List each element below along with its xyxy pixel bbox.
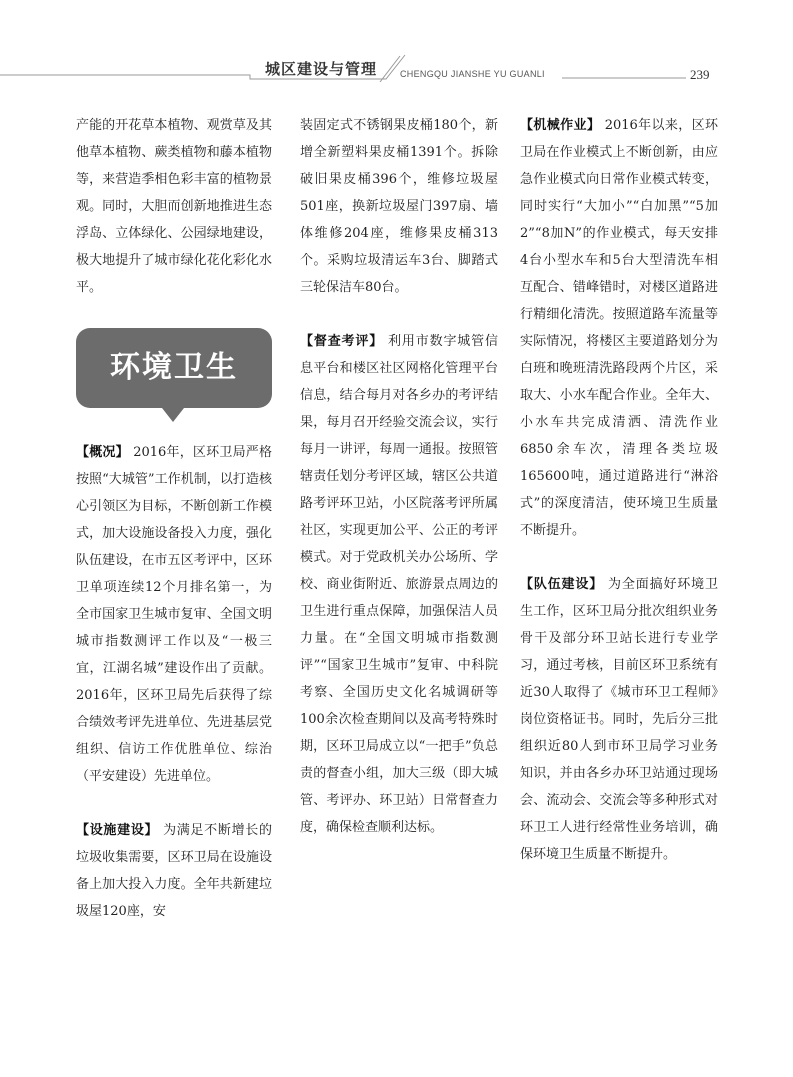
paragraph-heading: 【设施建设】 [76,823,159,838]
paragraph-body: 为满足不断增长的垃圾收集需要，区环卫局在设施设备上加大投入力度。全年共新建垃圾屋120座，安 [76,823,272,919]
running-subtitle: CHENGQU JIANSHE YU GUANLI [400,69,545,79]
column-2 [300,112,498,841]
paragraph-inspection [300,328,498,841]
page-header [0,0,793,100]
column-1 [76,112,272,925]
paragraph-heading: 【机械作业】 [520,118,601,133]
paragraph-team [520,571,718,868]
paragraph-continued: 装固定式不锈钢果皮桶180个，新增全新塑料果皮桶1391个。拆除破旧果皮桶396个，维修垃圾屋501座，换新垃圾屋门397扇、墙体维修204座，维修果皮桶313个。采购垃圾清运车3台、脚踏式三轮保洁车80台。 [300,118,498,295]
section-banner-pointer [162,408,184,422]
section-banner [76,328,272,428]
paragraph-mechanized [520,112,718,544]
paragraph-heading: 【概况】 [76,445,129,460]
paragraph-facilities [76,817,272,925]
paragraph-heading: 【督查考评】 [300,334,384,349]
paragraph-heading: 【队伍建设】 [520,577,604,592]
column-3 [520,112,718,868]
page-number: 239 [690,67,710,82]
paragraph-overview [76,439,272,790]
paragraph-body: 为全面搞好环境卫生工作，区环卫局分批次组织业务骨干及部分环卫站长进行专业学习，通过考核，目前区环卫系统有近30人取得了《城市环卫工程师》岗位资格证书。同时，先后分三批组织近80人到市环卫局学习业务知识，并由各乡办环卫站通过现场会、流动会、交流会等多种形式对环卫工人进行经常性业务培训，确保环境卫生质量不断提升。 [520,577,718,862]
header-rule [0,0,793,100]
intro-paragraph: 产能的开花草本植物、观赏草及其他草本植物、蕨类植物和藤本植物等，来营造季相色彩丰富的植物景观。同时，大胆而创新地推进生态浮岛、立体绿化、公园绿地建设，极大地提升了城市绿化花化彩化水平。 [76,118,272,295]
paragraph-body: 2016年以来，区环卫局在作业模式上不断创新，由应急作业模式向日常作业模式转变，同时实行“大加小”“白加黑”“5加2”“8加N”的作业模式，每天安排4台小型水车和5台大型清洗车相互配合、错峰错时，对楼区道路进行精细化清洗。按照道路车流量等实际情况，将楼区主要道路划分为白班和晚班清洗路段两个片区，采取大、小水车配合作业。全年大、小水车共完成清洒、清洗作业6850余车次，清理各类垃圾165600吨，通过道路进行“淋浴式”的深度清洁，使环境卫生质量不断提升。 [520,118,718,538]
paragraph-body: 利用市数字城管信息平台和楼区社区网格化管理平台信息，结合每月对各乡办的考评结果，每月召开经验交流会议，实行每月一讲评，每周一通报。按照管辖责任划分考评区域，辖区公共道路考评环卫站，小区院落考评所属社区，实现更加公平、公正的考评模式。对于党政机关办公场所、学校、商业街附近、旅游景点周边的卫生进行重点保障，加强保洁人员力量。在“全国文明城市指数测评”“国家卫生城市”复审、中科院考察、全国历史文化名城调研等100余次检查期间以及高考特殊时期，区环卫局成立以“一把手”负总责的督查小组，加大三级（即大城管、考评办、环卫站）日常督查力度，确保检查顺利达标。 [300,334,498,835]
running-title: 城区建设与管理 [265,60,378,78]
paragraph-body: 2016年，区环卫局严格按照“大城管”工作机制，以打造核心引领区为目标，不断创新工作模式，加大设施设备投入力度，强化队伍建设，在市五区考评中，区环卫单项连续12个月排名第一，为全市国家卫生城市复审、全国文明城市指数测评工作以及“一极三宜，江湖名城”建设作出了贡献。2016年，区环卫局先后获得了综合绩效考评先进单位、先进基层党组织、信访工作优胜单位、综治（平安建设）先进单位。 [76,445,272,784]
section-title: 环境卫生 [110,350,238,385]
